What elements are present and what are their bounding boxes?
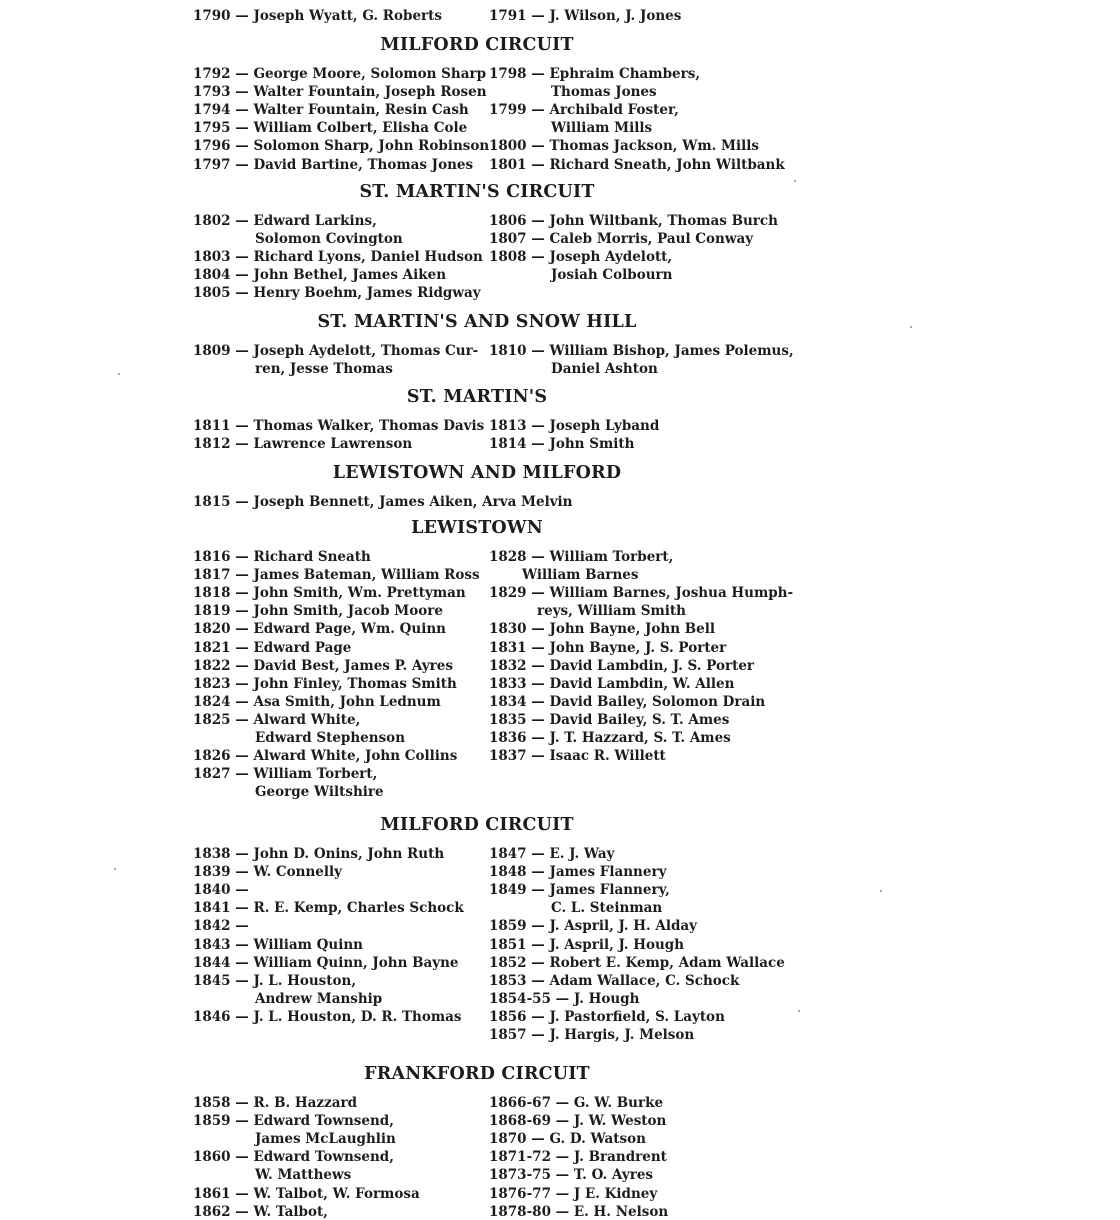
appointment-line: 1826 — Alward White, John Collins [193,748,458,765]
appointment-line: 1795 — William Colbert, Elisha Cole [193,120,468,137]
appointment-line: Solomon Covington [255,231,403,248]
appointment-line: 1804 — John Bethel, James Aiken [193,267,447,284]
section-heading: FRANKFORD CIRCUIT [364,1064,590,1084]
appointment-line: 1797 — David Bartine, Thomas Jones [193,156,474,173]
appointment-line: 1811 — Thomas Walker, Thomas Davis [193,418,485,434]
section-heading: ST. MARTIN'S [406,387,548,407]
appointment-line: 1832 — David Lambdin, J. S. Porter [489,657,755,674]
appointment-line: 1822 — David Best, James P. Ayres [193,657,453,674]
appointment-line: 1848 — James Flannery [489,864,667,881]
appointment-line: Edward Stephenson [255,730,406,746]
appointment-line: 1816 — Richard Sneath [193,549,371,565]
appointment-line: 1793 — Walter Fountain, Joseph Rosen [193,84,487,101]
appointment-line: 1806 — John Wiltbank, Thomas Burch [489,213,778,229]
appointment-line: 1868-69 — J. W. Weston [489,1113,667,1130]
appointment-line: George Wiltshire [255,784,384,801]
appointment-line: 1878-80 — E. H. Nelson [489,1203,669,1220]
appointment-line: 1803 — Richard Lyons, Daniel Hudson [193,249,483,266]
appointment-line: 1823 — John Finley, Thomas Smith [193,675,457,692]
section-heading: LEWISTOWN AND MILFORD [332,463,622,483]
appointment-line: 1846 — J. L. Houston, D. R. Thomas [193,1008,462,1025]
appointment-line: 1790 — Joseph Wyatt, G. Roberts [193,8,442,24]
appointment-line: 1812 — Lawrence Lawrenson [193,436,413,453]
appointment-line: 1837 — Isaac R. Willett [489,748,666,765]
appointment-line: 1828 — William Torbert, [489,549,674,565]
appointment-line: 1873-75 — T. O. Ayres [489,1167,654,1184]
appointment-line: 1813 — Joseph Lyband [489,418,660,434]
appointment-line: 1817 — James Bateman, William Ross [193,567,480,584]
appointment-line: 1860 — Edward Townsend, [193,1149,394,1166]
appointment-line: 1838 — John D. Onins, John Ruth [193,846,445,862]
appointment-line: 1791 — J. Wilson, J. Jones [489,8,682,24]
appointment-line: 1799 — Archibald Foster, [489,102,679,119]
appointment-line: 1876-77 — J E. Kidney [489,1185,658,1202]
appointment-line: 1857 — J. Hargis, J. Melson [489,1027,695,1043]
appointment-line: 1859 — Edward Townsend, [193,1113,394,1130]
appointment-line: 1853 — Adam Wallace, C. Schock [489,972,740,989]
appointment-line: 1839 — W. Connelly [193,864,343,881]
appointment-line: C. L. Steinman [551,900,663,917]
appointment-line: 1871-72 — J. Brandrent [489,1149,667,1166]
appointment-line: 1825 — Alward White, [193,711,361,728]
appointment-line: 1796 — Solomon Sharp, John Robinson [193,138,490,155]
appointment-line: William Barnes [522,567,639,584]
appointment-line: 1824 — Asa Smith, John Lednum [193,693,441,710]
scan-speck [794,180,796,182]
section-heading: LEWISTOWN [411,518,543,538]
appointment-line: 1819 — John Smith, Jacob Moore [193,603,443,620]
appointment-line: 1841 — R. E. Kemp, Charles Schock [193,900,464,917]
appointment-line: James McLaughlin [255,1131,396,1148]
appointment-line: Daniel Ashton [551,361,658,378]
scan-speck [798,1010,800,1012]
appointment-line: 1859 — J. Aspril, J. H. Alday [489,918,698,935]
appointment-line: 1845 — J. L. Houston, [193,972,357,989]
appointment-line: 1821 — Edward Page [193,639,352,656]
appointment-line: 1815 — Joseph Bennett, James Aiken, Arva Melvin [193,494,573,510]
appointment-line: Josiah Colbourn [551,267,673,284]
scan-speck [114,868,116,870]
appointment-line: 1847 — E. J. Way [489,846,615,862]
appointment-line: 1820 — Edward Page, Wm. Quinn [193,621,446,638]
scan-speck [118,373,120,375]
appointment-line: 1792 — George Moore, Solomon Sharp [193,66,487,82]
appointment-line: 1829 — William Barnes, Joshua Humph- [489,585,794,602]
appointment-line: reys, William Smith [537,603,686,620]
appointment-line: 1858 — R. B. Hazzard [193,1095,358,1111]
appointment-line: 1843 — William Quinn [193,936,363,953]
appointment-line: 1852 — Robert E. Kemp, Adam Wallace [489,954,785,971]
appointment-line: 1840 — [193,882,249,899]
appointment-line: ren, Jesse Thomas [255,361,393,378]
appointment-line: 1809 — Joseph Aydelott, Thomas Cur- [193,343,479,359]
appointment-line: 1833 — David Lambdin, W. Allen [489,675,735,692]
appointment-line: 1856 — J. Pastorfield, S. Layton [489,1008,725,1025]
appointment-line: 1842 — [193,918,249,935]
section-heading: MILFORD CIRCUIT [380,35,574,55]
appointment-line: 1808 — Joseph Aydelott, [489,249,673,266]
appointment-line: W. Matthews [255,1167,352,1184]
appointment-line: 1800 — Thomas Jackson, Wm. Mills [489,138,759,155]
appointment-line: 1831 — John Bayne, J. S. Porter [489,639,727,656]
appointment-line: 1861 — W. Talbot, W. Formosa [193,1185,420,1202]
appointment-line: 1844 — William Quinn, John Bayne [193,954,459,971]
appointment-line: 1862 — W. Talbot, [193,1203,328,1220]
appointment-line: 1851 — J. Aspril, J. Hough [489,936,685,953]
appointment-line: 1835 — David Bailey, S. T. Ames [489,711,730,728]
appointment-line: 1830 — John Bayne, John Bell [489,621,715,638]
appointment-line: 1801 — Richard Sneath, John Wiltbank [489,156,785,173]
appointment-line: Thomas Jones [551,84,657,101]
appointment-line: 1836 — J. T. Hazzard, S. T. Ames [489,730,731,746]
section-heading: MILFORD CIRCUIT [380,815,574,835]
appointment-line: 1818 — John Smith, Wm. Prettyman [193,585,466,602]
appointment-line: William Mills [551,120,653,137]
appointment-line: 1805 — Henry Boehm, James Ridgway [193,285,481,302]
appointment-line: 1807 — Caleb Morris, Paul Conway [489,231,754,248]
appointment-line: 1834 — David Bailey, Solomon Drain [489,693,766,710]
appointment-line: 1849 — James Flannery, [489,882,670,899]
appointment-line: 1798 — Ephraim Chambers, [489,66,701,82]
appointment-line: 1810 — William Bishop, James Polemus, [489,343,794,359]
scan-speck [880,890,882,892]
appointment-line: 1802 — Edward Larkins, [193,213,377,229]
appointment-line: 1794 — Walter Fountain, Resin Cash [193,102,469,119]
appointment-line: Andrew Manship [255,990,383,1007]
scan-speck [910,326,912,328]
appointment-line: 1814 — John Smith [489,436,635,453]
appointment-line: 1866-67 — G. W. Burke [489,1095,664,1111]
section-heading: ST. MARTIN'S CIRCUIT [359,182,595,202]
section-heading: ST. MARTIN'S AND SNOW HILL [317,312,637,332]
appointment-line: 1870 — G. D. Watson [489,1131,646,1148]
appointment-line: 1827 — William Torbert, [193,766,378,783]
appointment-line: 1854-55 — J. Hough [489,990,640,1007]
